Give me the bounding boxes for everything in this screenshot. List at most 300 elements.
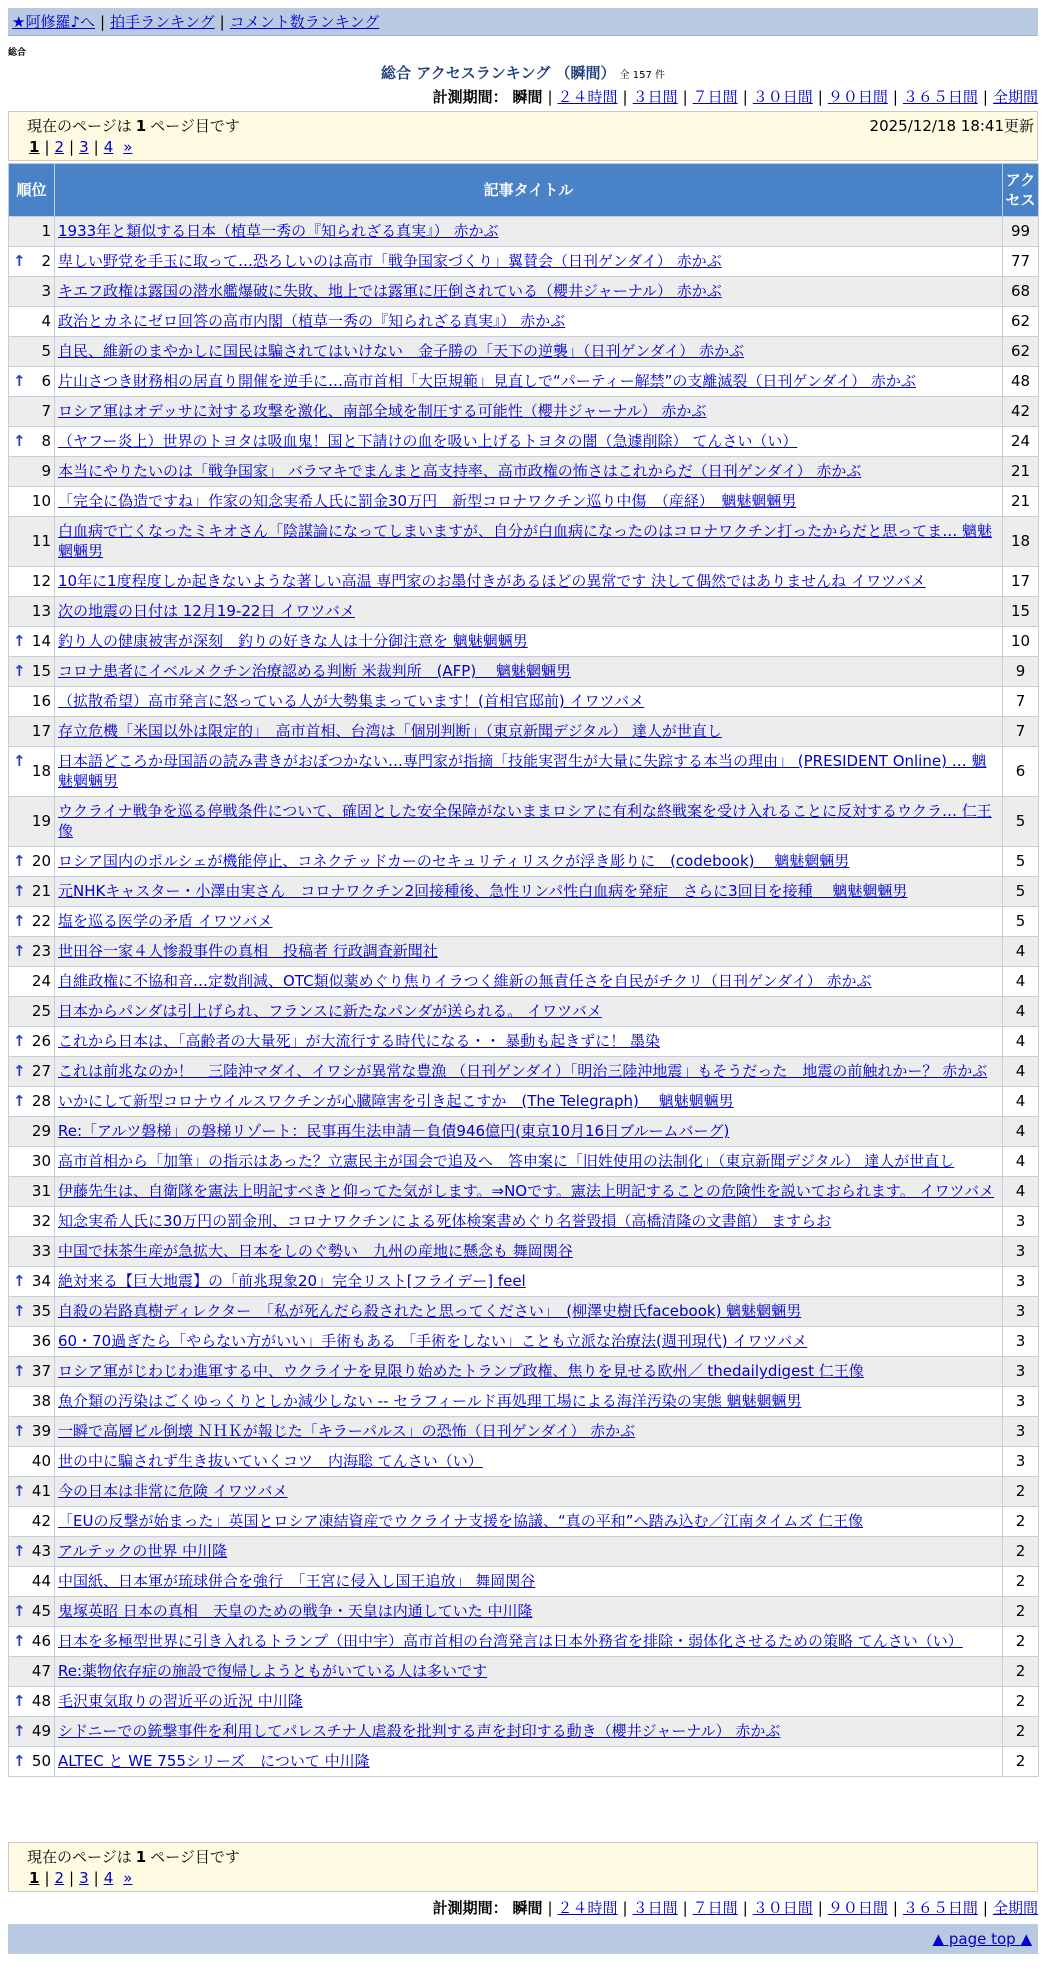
title-cell bbox=[55, 1717, 1003, 1747]
article-link[interactable]: Re:「アルツ磐梯」の磐梯リゾート：民事再生法申請－負債946億円(東京10月16日ブルームバーグ) bbox=[58, 1122, 730, 1140]
rank-cell bbox=[9, 247, 55, 277]
up-arrow-icon: ↑ bbox=[13, 942, 26, 960]
article-link[interactable]: 本当にやりたいのは「戦争国家」 バラマキでまんまと高支持率、高市政権の怖さはこれからだ（日刊ゲンダイ） 赤かぶ bbox=[58, 462, 862, 480]
rank-number: 7 bbox=[41, 402, 51, 420]
rank-cell bbox=[9, 1447, 55, 1477]
access-count: 2 bbox=[1003, 1507, 1039, 1537]
up-arrow-icon: ↑ bbox=[13, 1062, 26, 1080]
up-arrow-icon: ↑ bbox=[13, 1542, 26, 1560]
up-arrow-icon: ↑ bbox=[13, 1092, 26, 1110]
rank-cell bbox=[9, 1717, 55, 1747]
access-count: 4 bbox=[1003, 967, 1039, 997]
up-arrow-icon: ↑ bbox=[13, 752, 26, 770]
title-cell bbox=[55, 687, 1003, 717]
article-link[interactable]: 自維政権に不協和音…定数削減、OTC類似薬めぐり焦りイラつく維新の無責任さを自民がチクリ（日刊ゲンダイ） 赤かぶ bbox=[58, 972, 872, 990]
period-label: 計測期間： bbox=[432, 88, 508, 106]
article-link[interactable]: ロシア軍がじわじわ進軍する中、ウクライナを見限り始めたトランプ政権、焦りを見せる欧州／ thedailydigest 仁王像 bbox=[58, 1362, 864, 1380]
article-link[interactable]: これから日本は、「高齢者の大量死」が大流行する時代になる・・ 暴動も起きずに！ 墨染 bbox=[58, 1032, 661, 1050]
access-count: 77 bbox=[1003, 247, 1039, 277]
table-row bbox=[9, 747, 1039, 797]
rank-number: 24 bbox=[31, 972, 51, 990]
title-cell bbox=[55, 457, 1003, 487]
table-row bbox=[9, 627, 1039, 657]
article-link[interactable]: 中国紙、日本軍が琉球併合を強行 「王宮に侵入し国王追放」 舞岡関谷 bbox=[58, 1572, 536, 1590]
access-count: 2 bbox=[1003, 1477, 1039, 1507]
rank-number: 8 bbox=[41, 432, 51, 450]
title-cell bbox=[55, 1567, 1003, 1597]
rank-cell bbox=[9, 1297, 55, 1327]
pagination-page-4[interactable]: 4 bbox=[103, 138, 114, 156]
table-row bbox=[9, 517, 1039, 567]
pagination-page-2[interactable]: 2 bbox=[54, 138, 65, 156]
rank-cell bbox=[9, 1177, 55, 1207]
title-cell bbox=[55, 1627, 1003, 1657]
rank-number: 1 bbox=[41, 222, 51, 240]
table-row bbox=[9, 487, 1039, 517]
page-info-top bbox=[8, 111, 1038, 161]
comment-ranking-link[interactable]: コメント数ランキング bbox=[229, 13, 380, 31]
rank-cell bbox=[9, 517, 55, 567]
col-header-rank: 順位 bbox=[9, 164, 55, 217]
rank-number: 50 bbox=[31, 1752, 51, 1770]
article-link[interactable]: 毛沢東気取りの習近平の近況 中川隆 bbox=[58, 1692, 303, 1710]
rank-cell bbox=[9, 397, 55, 427]
article-link[interactable]: コロナ患者にイベルメクチン治療認める判断 米裁判所 (AFP) 魑魅魍魎男 bbox=[58, 662, 571, 680]
home-link[interactable]: ★阿修羅♪へ bbox=[12, 13, 96, 31]
rank-cell bbox=[9, 487, 55, 517]
access-count: 2 bbox=[1003, 1687, 1039, 1717]
title-cell bbox=[55, 1117, 1003, 1147]
table-row bbox=[9, 997, 1039, 1027]
rank-cell bbox=[9, 427, 55, 457]
access-count: 2 bbox=[1003, 1657, 1039, 1687]
article-link[interactable]: 10年に1度程度しか起きないような著しい高温 専門家のお墨付きがあるほどの異常です 決して偶然ではありませんね イワツバメ bbox=[58, 572, 926, 590]
pagination-next[interactable]: » bbox=[123, 138, 133, 156]
article-link[interactable]: 「完全に偽造ですね」作家の知念実希人氏に罰金30万円 新型コロナワクチン巡り中傷 （産経） 魑魅魍魎男 bbox=[58, 492, 797, 510]
page-title-text: 総合 アクセスランキング （瞬間） bbox=[381, 64, 616, 82]
period-link-365d[interactable]: ３６５日間 bbox=[902, 88, 978, 106]
title-cell bbox=[55, 397, 1003, 427]
up-arrow-icon: ↑ bbox=[13, 1692, 26, 1710]
rank-cell bbox=[9, 307, 55, 337]
title-cell bbox=[55, 967, 1003, 997]
rank-number: 16 bbox=[31, 692, 51, 710]
rank-cell bbox=[9, 1357, 55, 1387]
up-arrow-icon: ↑ bbox=[13, 1272, 26, 1290]
period-current: 瞬間 bbox=[512, 1899, 543, 1917]
table-row bbox=[9, 1177, 1039, 1207]
table-row bbox=[9, 687, 1039, 717]
article-link[interactable]: 自殺の岩路真樹ディレクター 「私が死んだら殺されたと思ってください」 (柳澤史樹氏facebook) 魑魅魍魎男 bbox=[58, 1302, 802, 1320]
rank-cell bbox=[9, 1087, 55, 1117]
access-count: 4 bbox=[1003, 1177, 1039, 1207]
title-cell bbox=[55, 847, 1003, 877]
table-row bbox=[9, 847, 1039, 877]
table-row bbox=[9, 427, 1039, 457]
article-link[interactable]: 存立危機「米国以外は限定的」 高市首相、台湾は「個別判断」（東京新聞デジタル） 達人が世直し bbox=[58, 722, 722, 740]
up-arrow-icon: ↑ bbox=[13, 1482, 26, 1500]
rank-number: 31 bbox=[31, 1182, 51, 1200]
article-link[interactable]: 釣り人の健康被害が深刻 釣りの好きな人は十分御注意を 魑魅魍魎男 bbox=[58, 632, 528, 650]
rank-number: 26 bbox=[31, 1032, 51, 1050]
title-cell bbox=[55, 1597, 1003, 1627]
rank-cell bbox=[9, 1267, 55, 1297]
rank-number: 32 bbox=[31, 1212, 51, 1230]
title-cell bbox=[55, 367, 1003, 397]
article-link[interactable]: 塩を巡る医学の矛盾 イワツバメ bbox=[58, 912, 273, 930]
rank-number: 25 bbox=[31, 1002, 51, 1020]
title-cell bbox=[55, 1387, 1003, 1417]
access-count: 99 bbox=[1003, 217, 1039, 247]
rank-cell bbox=[9, 1387, 55, 1417]
article-link[interactable]: 高市首相から「加筆」の指示はあった？立憲民主が国会で追及へ 答申案に「旧姓使用の法制化」（東京新聞デジタル） 達人が世直し bbox=[58, 1152, 955, 1170]
page-top-link[interactable]: ▲ page top ▲ bbox=[932, 1930, 1032, 1948]
article-link[interactable]: 伊藤先生は、自衛隊を憲法上明記すべきと仰ってた気がします。⇒NOです。憲法上明記することの危険性を説いておられます。 イワツバメ bbox=[58, 1182, 995, 1200]
period-link-3d[interactable]: ３日間 bbox=[632, 88, 678, 106]
title-cell bbox=[55, 517, 1003, 567]
period-link-90d[interactable]: ９０日間 bbox=[827, 88, 888, 106]
article-link[interactable]: シドニーでの銃撃事件を利用してパレスチナ人虐殺を批判する声を封印する動き（櫻井ジャーナル） 赤かぶ bbox=[58, 1722, 781, 1740]
pagination-page-4[interactable]: 4 bbox=[103, 1869, 114, 1887]
rank-number: 33 bbox=[31, 1242, 51, 1260]
period-link-24h[interactable]: ２４時間 bbox=[557, 88, 618, 106]
rank-number: 10 bbox=[31, 492, 51, 510]
title-cell bbox=[55, 427, 1003, 457]
table-row bbox=[9, 307, 1039, 337]
access-count: 3 bbox=[1003, 1327, 1039, 1357]
title-cell bbox=[55, 1447, 1003, 1477]
article-link[interactable]: 60・70過ぎたら「やらない方がいい」手術もある 「手術をしない」ことも立派な治療法(週刊現代) イワツバメ bbox=[58, 1332, 808, 1350]
applause-ranking-link[interactable]: 拍手ランキング bbox=[110, 13, 215, 31]
col-header-access: アクセス bbox=[1003, 164, 1039, 217]
rank-number: 18 bbox=[31, 762, 51, 780]
rank-cell bbox=[9, 877, 55, 907]
rank-number: 41 bbox=[31, 1482, 51, 1500]
title-cell bbox=[55, 1267, 1003, 1297]
article-link[interactable]: 今の日本は非常に危険 イワツバメ bbox=[58, 1482, 288, 1500]
rank-cell bbox=[9, 687, 55, 717]
rank-number: 27 bbox=[31, 1062, 51, 1080]
rank-number: 36 bbox=[31, 1332, 51, 1350]
updated-timestamp: 2025/12/18 18:41更新 bbox=[869, 117, 1034, 135]
period-selector-bottom: 計測期間： 瞬間 | ２４時間 | ３日間 | ７日間 | ３０日間 | ９０日間 | ３６５日間 | 全期間 bbox=[432, 1899, 1038, 1917]
article-link[interactable]: 魚介類の汚染はごくゆっくりとしか減少しない -- セラフィールド再処理工場による海洋汚染の実態 魑魅魍魎男 bbox=[58, 1392, 802, 1410]
rank-cell bbox=[9, 747, 55, 797]
table-row bbox=[9, 967, 1039, 997]
access-count: 62 bbox=[1003, 307, 1039, 337]
period-link-7d[interactable]: ７日間 bbox=[692, 1899, 738, 1917]
pagination: 1 | 2 | 3 | 4 » bbox=[29, 1869, 133, 1887]
rank-cell bbox=[9, 1117, 55, 1147]
rank-number: 12 bbox=[31, 572, 51, 590]
period-link-365d[interactable]: ３６５日間 bbox=[902, 1899, 978, 1917]
table-row bbox=[9, 457, 1039, 487]
article-link[interactable]: Re:薬物依存症の施設で復帰しようともがいている人は多いです bbox=[58, 1662, 488, 1680]
rank-number: 34 bbox=[31, 1272, 51, 1290]
title-cell bbox=[55, 1507, 1003, 1537]
period-selector-top: 計測期間： 瞬間 | ２４時間 | ３日間 | ７日間 | ３０日間 | ９０日間 | ３６５日間 | 全期間 bbox=[432, 88, 1038, 106]
access-count: 2 bbox=[1003, 1597, 1039, 1627]
table-row bbox=[9, 1627, 1039, 1657]
access-count: 24 bbox=[1003, 427, 1039, 457]
rank-number: 4 bbox=[41, 312, 51, 330]
title-cell bbox=[55, 1747, 1003, 1777]
pagination-current: 1 bbox=[29, 1869, 40, 1887]
rank-number: 9 bbox=[41, 462, 51, 480]
up-arrow-icon: ↑ bbox=[13, 1632, 26, 1650]
page-title bbox=[0, 62, 1046, 83]
rank-number: 46 bbox=[31, 1632, 51, 1650]
article-link[interactable]: 白血病で亡くなったミキオさん「陰謀論になってしまいますが、自分が白血病になったのはコロナワクチン打ったからだと思ってま… 魑魅魍魎男 bbox=[58, 522, 993, 560]
rank-number: 43 bbox=[31, 1542, 51, 1560]
rank-number: 5 bbox=[41, 342, 51, 360]
rank-cell bbox=[9, 1477, 55, 1507]
title-cell bbox=[55, 277, 1003, 307]
rank-number: 6 bbox=[41, 372, 51, 390]
article-link[interactable]: 片山さつき財務相の居直り開催を逆手に…高市首相「大臣規範」見直しで“パーティー解禁”の支離滅裂（日刊ゲンダイ） 赤かぶ bbox=[58, 372, 916, 390]
access-count: 3 bbox=[1003, 1357, 1039, 1387]
period-link-7d[interactable]: ７日間 bbox=[692, 88, 738, 106]
rank-cell bbox=[9, 937, 55, 967]
rank-cell bbox=[9, 797, 55, 847]
rank-cell bbox=[9, 367, 55, 397]
article-link[interactable]: ウクライナ戦争を巡る停戦条件について、確固とした安全保障がないままロシアに有利な終戦案を受け入れることに反対するウクラ… 仁王像 bbox=[58, 802, 992, 840]
article-link[interactable]: ALTEC と WE 755シリーズ について 中川隆 bbox=[58, 1752, 370, 1770]
article-link[interactable]: 鬼塚英昭 日本の真相 天皇のための戦争・天皇は内通していた 中川隆 bbox=[58, 1602, 533, 1620]
article-link[interactable]: これは前兆なのか！ 三陸沖マダイ、イワシが異常な豊漁 （日刊ゲンダイ）「明治三陸沖地震」もそうだった 地震の前触れかー？ 赤かぶ bbox=[58, 1062, 988, 1080]
title-cell bbox=[55, 747, 1003, 797]
table-row bbox=[9, 1717, 1039, 1747]
article-link[interactable]: 世の中に騙されず生き抜いていくコツ 内海聡 てんさい（い） bbox=[58, 1452, 483, 1470]
table-row bbox=[9, 1147, 1039, 1177]
access-count: 4 bbox=[1003, 937, 1039, 967]
table-row bbox=[9, 1447, 1039, 1477]
table-row bbox=[9, 1567, 1039, 1597]
rank-number: 14 bbox=[31, 632, 51, 650]
period-link-all[interactable]: 全期間 bbox=[992, 1899, 1038, 1917]
table-row bbox=[9, 1687, 1039, 1717]
table-row bbox=[9, 247, 1039, 277]
up-arrow-icon: ↑ bbox=[13, 632, 26, 650]
title-cell bbox=[55, 657, 1003, 687]
rank-cell bbox=[9, 627, 55, 657]
rank-number: 21 bbox=[31, 882, 51, 900]
up-arrow-icon: ↑ bbox=[13, 1752, 26, 1770]
period-link-all[interactable]: 全期間 bbox=[992, 88, 1038, 106]
article-link[interactable]: 世田谷一家４人惨殺事件の真相 投稿者 行政調査新聞社 bbox=[58, 942, 438, 960]
rank-number: 39 bbox=[31, 1422, 51, 1440]
access-count: 10 bbox=[1003, 627, 1039, 657]
table-header-row bbox=[9, 164, 1039, 217]
article-link[interactable]: 次の地震の日付は 12月19-22日 イワツバメ bbox=[58, 602, 355, 620]
title-cell bbox=[55, 1657, 1003, 1687]
rank-number: 30 bbox=[31, 1152, 51, 1170]
access-count: 3 bbox=[1003, 1297, 1039, 1327]
access-count: 21 bbox=[1003, 487, 1039, 517]
access-count: 17 bbox=[1003, 567, 1039, 597]
article-link[interactable]: 「EUの反撃が始まった」英国とロシア凍結資産でウクライナ支援を協議、“真の平和”へ踏み込む／江南タイムズ 仁王像 bbox=[58, 1512, 864, 1530]
article-link[interactable]: （拡散希望）高市発言に怒っている人が大勢集まっています！(首相官邸前) イワツバメ bbox=[58, 692, 645, 710]
article-link[interactable]: 日本語どころか母国語の読み書きがおぼつかない…専門家が指摘「技能実習生が大量に失踪する本当の理由」 (PRESIDENT Online) … 魑魅魍魎男 bbox=[58, 752, 987, 790]
pagination-current: 1 bbox=[29, 138, 40, 156]
access-count: 2 bbox=[1003, 1567, 1039, 1597]
article-link[interactable]: ロシア軍はオデッサに対する攻撃を激化、南部全域を制圧する可能性（櫻井ジャーナル） 赤かぶ bbox=[58, 402, 707, 420]
access-count: 7 bbox=[1003, 717, 1039, 747]
title-cell bbox=[55, 487, 1003, 517]
table-row bbox=[9, 597, 1039, 627]
rank-cell bbox=[9, 1237, 55, 1267]
pagination-page-3[interactable]: 3 bbox=[79, 138, 89, 156]
section-tag: 総合 bbox=[8, 48, 27, 58]
top-nav-bar bbox=[8, 8, 1038, 36]
article-link[interactable]: アルテックの世界 中川隆 bbox=[58, 1542, 228, 1560]
article-link[interactable]: 政治とカネにゼロ回答の高市内閣（植草一秀の『知られざる真実』） 赤かぶ bbox=[58, 312, 566, 330]
table-row bbox=[9, 1417, 1039, 1447]
total-count: 全 157 件 bbox=[619, 70, 665, 81]
period-link-3d[interactable]: ３日間 bbox=[632, 1899, 678, 1917]
article-link[interactable]: 自民、維新のまやかしに国民は騙されてはいけない 金子勝の「天下の逆襲」（日刊ゲンダイ） 赤かぶ bbox=[58, 342, 745, 360]
rank-number: 2 bbox=[41, 252, 51, 270]
rank-number: 19 bbox=[31, 812, 51, 830]
table-row bbox=[9, 1387, 1039, 1417]
title-cell bbox=[55, 1027, 1003, 1057]
up-arrow-icon: ↑ bbox=[13, 1422, 26, 1440]
pagination-next[interactable]: » bbox=[123, 1869, 133, 1887]
rank-cell bbox=[9, 657, 55, 687]
access-count: 3 bbox=[1003, 1447, 1039, 1477]
rank-number: 28 bbox=[31, 1092, 51, 1110]
up-arrow-icon: ↑ bbox=[13, 912, 26, 930]
up-arrow-icon: ↑ bbox=[13, 252, 26, 270]
title-cell bbox=[55, 877, 1003, 907]
table-row bbox=[9, 1747, 1039, 1777]
title-cell bbox=[55, 1477, 1003, 1507]
rank-cell bbox=[9, 1627, 55, 1657]
table-row bbox=[9, 1057, 1039, 1087]
rank-number: 23 bbox=[31, 942, 51, 960]
access-count: 42 bbox=[1003, 397, 1039, 427]
rank-cell bbox=[9, 1687, 55, 1717]
table-row bbox=[9, 1657, 1039, 1687]
table-row bbox=[9, 1297, 1039, 1327]
access-count: 2 bbox=[1003, 1717, 1039, 1747]
article-link[interactable]: 元NHKキャスター・小澤由実さん コロナワクチン2回接種後、急性リンパ性白血病を発症 さらに3回目を接種 魑魅魍魎男 bbox=[58, 882, 908, 900]
rank-cell bbox=[9, 1417, 55, 1447]
access-count: 62 bbox=[1003, 337, 1039, 367]
rank-cell bbox=[9, 567, 55, 597]
title-cell bbox=[55, 627, 1003, 657]
article-link[interactable]: 日本からパンダは引上げられ、フランスに新たなパンダが送られる。 イワツバメ bbox=[58, 1002, 602, 1020]
period-current: 瞬間 bbox=[512, 88, 543, 106]
title-cell bbox=[55, 567, 1003, 597]
up-arrow-icon: ↑ bbox=[13, 662, 26, 680]
access-count: 5 bbox=[1003, 877, 1039, 907]
rank-cell bbox=[9, 997, 55, 1027]
article-link[interactable]: 日本を多極型世界に引き入れるトランプ（田中宇）高市首相の台湾発言は日本外務省を排除・弱体化させるための策略 てんさい（い） bbox=[58, 1632, 963, 1650]
period-link-30d[interactable]: ３０日間 bbox=[752, 88, 813, 106]
period-link-90d[interactable]: ９０日間 bbox=[827, 1899, 888, 1917]
table-row bbox=[9, 1117, 1039, 1147]
table-row bbox=[9, 717, 1039, 747]
title-cell bbox=[55, 1537, 1003, 1567]
rank-cell bbox=[9, 907, 55, 937]
table-row bbox=[9, 1027, 1039, 1057]
article-link[interactable]: 一瞬で高層ビル倒壊 ＮＨＫが報じた「キラーパルス」の恐怖（日刊ゲンダイ） 赤かぶ bbox=[58, 1422, 636, 1440]
table-row bbox=[9, 1597, 1039, 1627]
rank-cell bbox=[9, 1027, 55, 1057]
table-row bbox=[9, 337, 1039, 367]
title-cell bbox=[55, 1177, 1003, 1207]
page-info-bottom bbox=[8, 1842, 1038, 1892]
rank-number: 47 bbox=[31, 1662, 51, 1680]
up-arrow-icon: ↑ bbox=[13, 1362, 26, 1380]
title-cell bbox=[55, 307, 1003, 337]
rank-cell bbox=[9, 1327, 55, 1357]
up-arrow-icon: ↑ bbox=[13, 432, 26, 450]
ranking-table bbox=[8, 163, 1039, 1777]
rank-number: 11 bbox=[31, 532, 51, 550]
table-row bbox=[9, 907, 1039, 937]
article-link[interactable]: 中国で抹茶生産が急拡大、日本をしのぐ勢い 九州の産地に懸念も 舞岡関谷 bbox=[58, 1242, 573, 1260]
rank-cell bbox=[9, 1657, 55, 1687]
up-arrow-icon: ↑ bbox=[13, 1722, 26, 1740]
access-count: 4 bbox=[1003, 1027, 1039, 1057]
access-count: 9 bbox=[1003, 657, 1039, 687]
rank-number: 22 bbox=[31, 912, 51, 930]
article-link[interactable]: いかにして新型コロナウイルスワクチンが心臓障害を引き起こすか (The Telegraph) 魑魅魍魎男 bbox=[58, 1092, 734, 1110]
pagination-page-2[interactable]: 2 bbox=[54, 1869, 65, 1887]
access-count: 3 bbox=[1003, 1387, 1039, 1417]
title-cell bbox=[55, 1207, 1003, 1237]
access-count: 18 bbox=[1003, 517, 1039, 567]
period-link-24h[interactable]: ２４時間 bbox=[557, 1899, 618, 1917]
rank-number: 35 bbox=[31, 1302, 51, 1320]
article-link[interactable]: （ヤフー炎上）世界のトヨタは吸血鬼！国と下請けの血を吸い上げるトヨタの闇（急遽削除） てんさい（い） bbox=[58, 432, 798, 450]
rank-number: 20 bbox=[31, 852, 51, 870]
article-link[interactable]: 1933年と類似する日本（植草一秀の『知られざる真実』） 赤かぶ bbox=[58, 222, 499, 240]
title-cell bbox=[55, 1237, 1003, 1267]
period-link-30d[interactable]: ３０日間 bbox=[752, 1899, 813, 1917]
article-link[interactable]: 知念実希人氏に30万円の罰金刑、コロナワクチンによる死体検案書めぐり名誉毀損（高橋清隆の文書館） ますらお bbox=[58, 1212, 832, 1230]
title-cell bbox=[55, 1057, 1003, 1087]
access-count: 5 bbox=[1003, 907, 1039, 937]
bottom-bar bbox=[8, 1924, 1038, 1954]
article-link[interactable]: ロシア国内のポルシェが機能停止、コネクテッドカーのセキュリティリスクが浮き彫りに (codebook) 魑魅魍魎男 bbox=[58, 852, 850, 870]
rank-number: 44 bbox=[31, 1572, 51, 1590]
rank-number: 40 bbox=[31, 1452, 51, 1470]
access-count: 3 bbox=[1003, 1417, 1039, 1447]
pagination: 1 | 2 | 3 | 4 » bbox=[29, 138, 133, 156]
pagination-page-3[interactable]: 3 bbox=[79, 1869, 89, 1887]
col-header-title: 記事タイトル bbox=[55, 164, 1003, 217]
table-row bbox=[9, 1477, 1039, 1507]
table-row bbox=[9, 277, 1039, 307]
rank-number: 13 bbox=[31, 602, 51, 620]
rank-number: 29 bbox=[31, 1122, 51, 1140]
article-link[interactable]: 卑しい野党を手玉に取って…恐ろしいのは高市「戦争国家づくり」翼賛会（日刊ゲンダイ） 赤かぶ bbox=[58, 252, 722, 270]
rank-cell bbox=[9, 717, 55, 747]
rank-number: 42 bbox=[31, 1512, 51, 1530]
access-count: 7 bbox=[1003, 687, 1039, 717]
access-count: 4 bbox=[1003, 1057, 1039, 1087]
title-cell bbox=[55, 1297, 1003, 1327]
access-count: 2 bbox=[1003, 1627, 1039, 1657]
rank-number: 15 bbox=[31, 662, 51, 680]
article-link[interactable]: キエフ政権は露国の潜水艦爆破に失敗、地上では露軍に圧倒されている（櫻井ジャーナル） 赤かぶ bbox=[58, 282, 722, 300]
up-arrow-icon: ↑ bbox=[13, 882, 26, 900]
article-link[interactable]: 絶対来る【巨大地震】の「前兆現象20」完全リスト[フライデー] feel bbox=[58, 1272, 526, 1290]
page-info-text: 現在のページは 1 ページ目です bbox=[27, 117, 240, 135]
